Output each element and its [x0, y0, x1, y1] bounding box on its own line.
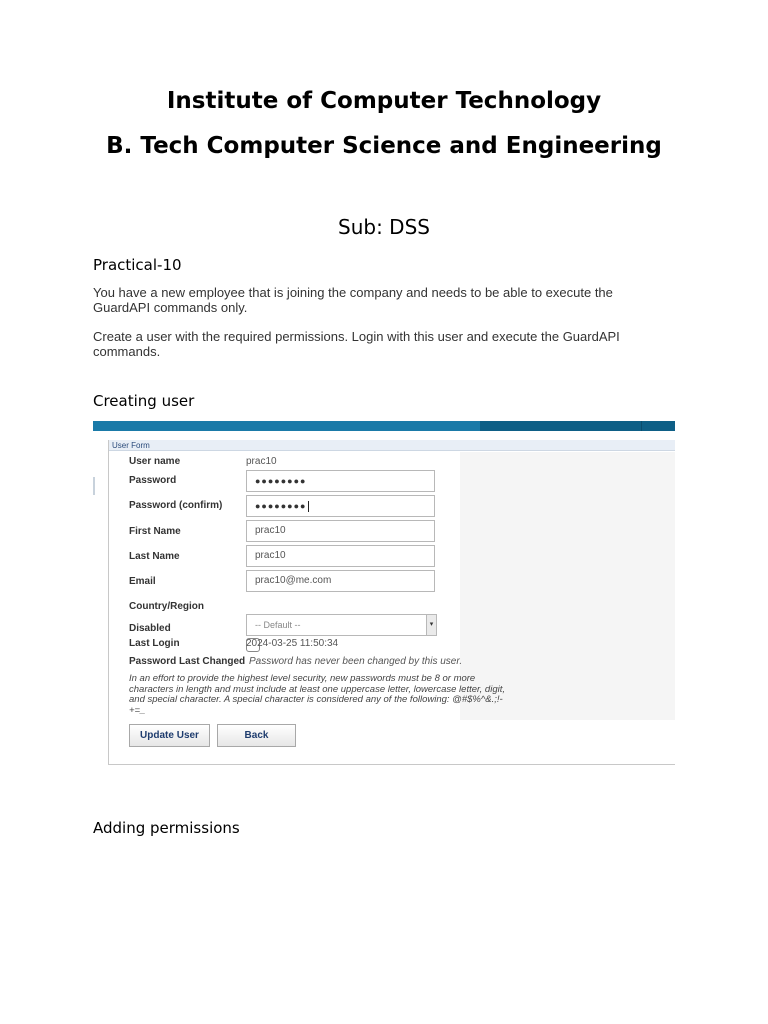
back-button[interactable]: Back — [217, 724, 296, 747]
subject-heading: Sub: DSS — [338, 215, 430, 239]
chevron-down-icon[interactable]: ▾ — [426, 615, 436, 635]
last-name-label: Last Name — [129, 551, 180, 562]
password-last-changed-value: Password has never been changed by this user. — [249, 656, 463, 667]
username-label: User name — [129, 456, 181, 467]
last-name-field[interactable]: prac10 — [246, 545, 435, 567]
text-caret — [308, 501, 309, 512]
user-form — [108, 440, 675, 765]
password-confirm-field[interactable] — [246, 495, 435, 517]
left-edge-marker — [93, 477, 95, 495]
last-login-value: 2024-03-25 11:50:34 — [246, 638, 339, 649]
section-creating-user: Creating user — [93, 392, 195, 410]
username-value: prac10 — [246, 456, 277, 467]
section-adding-permissions: Adding permissions — [93, 819, 240, 837]
disabled-label: Disabled — [129, 623, 171, 634]
password-policy-note: In an effort to provide the highest level security, new passwords must be 8 or more characters in length and must include at least one uppercase letter, lowercase letter, digit, and special character. A special character is considered any of the following: @#$%^&.;!-+=_ — [129, 673, 505, 716]
user-form-screenshot — [93, 421, 675, 767]
password-last-changed-label: Password Last Changed — [129, 656, 246, 667]
program-title: B. Tech Computer Science and Engineering — [106, 133, 662, 159]
app-header-bar-segment — [480, 421, 675, 431]
user-form-legend: User Form — [109, 440, 675, 451]
country-select[interactable] — [246, 614, 437, 636]
practical-title: Practical-10 — [93, 256, 182, 274]
app-header-divider — [641, 421, 642, 431]
email-label: Email — [129, 576, 156, 587]
practical-paragraph-2: Create a user with the required permissions. Login with this user and execute the GuardAPI commands. — [93, 329, 620, 359]
email-field[interactable]: prac10@me.com — [246, 570, 435, 592]
password-confirm-value: ●●●●●●●● — [255, 501, 307, 511]
first-name-field[interactable]: prac10 — [246, 520, 435, 542]
institute-title: Institute of Computer Technology — [166, 88, 602, 114]
first-name-label: First Name — [129, 526, 181, 537]
password-confirm-label: Password (confirm) — [129, 500, 223, 511]
last-login-label: Last Login — [129, 638, 180, 649]
country-label: Country/Region — [129, 601, 204, 612]
update-user-button[interactable]: Update User — [129, 724, 210, 747]
country-select-value: -- Default -- — [255, 620, 301, 630]
password-field[interactable]: ●●●●●●●● — [246, 470, 435, 492]
password-label: Password — [129, 475, 177, 486]
practical-paragraph-1: You have a new employee that is joining the company and needs to be able to execute the GuardAPI commands only. — [93, 285, 613, 315]
